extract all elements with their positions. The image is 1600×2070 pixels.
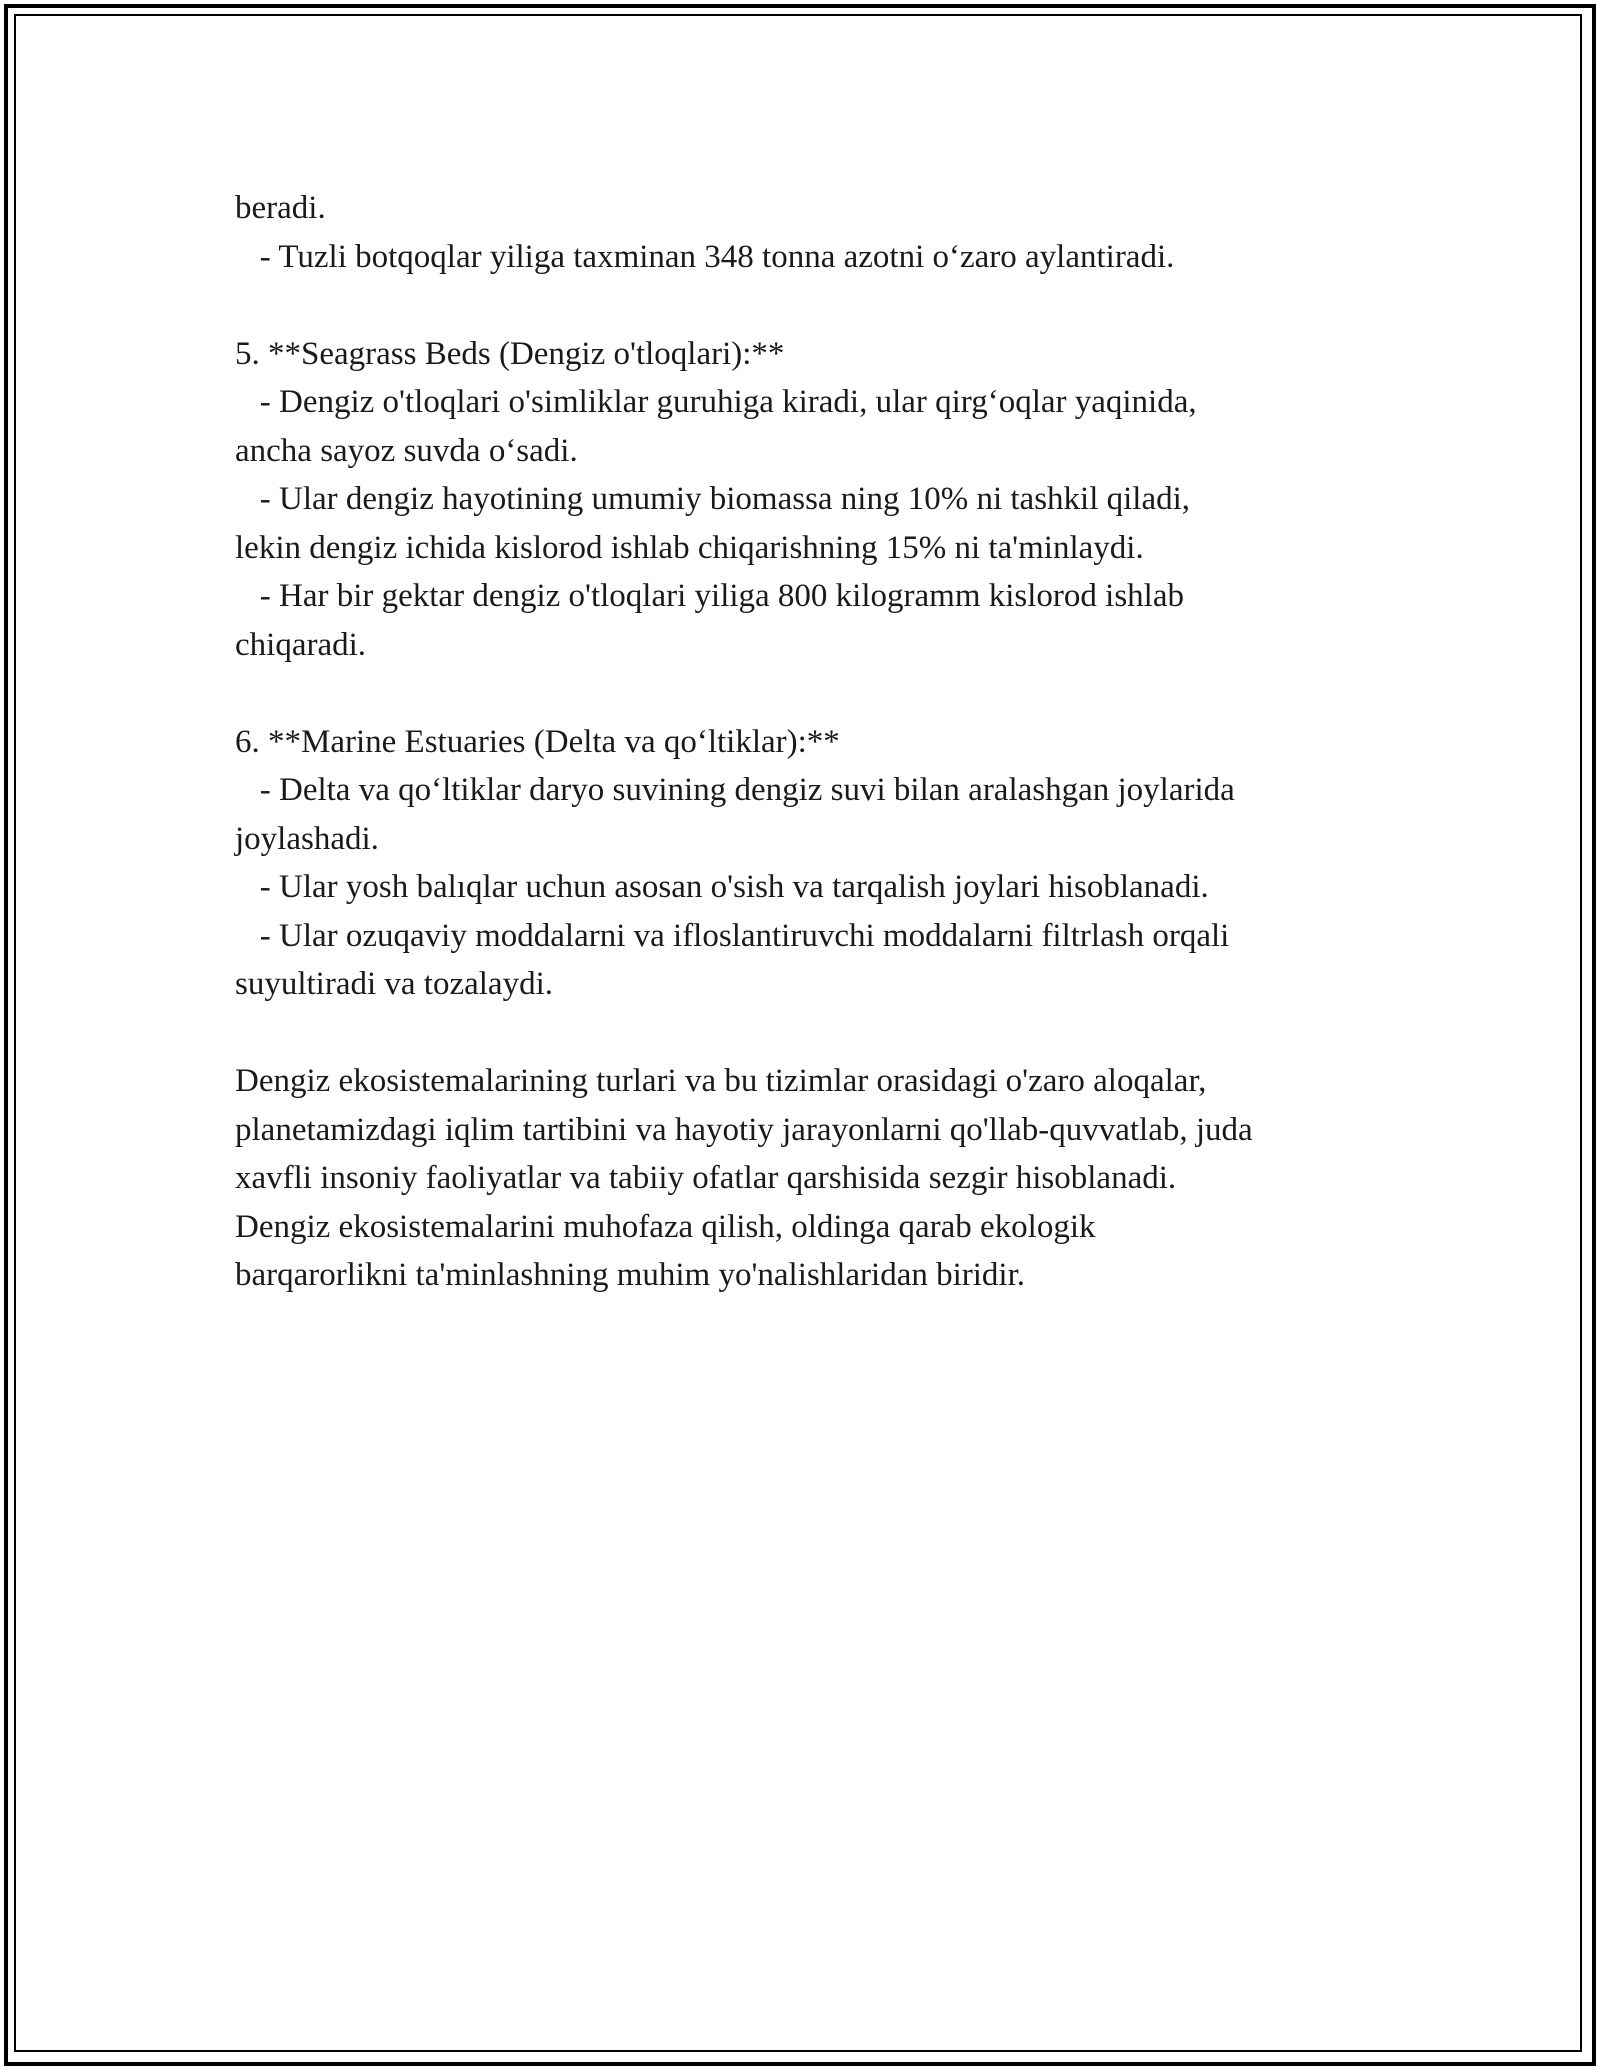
text-line: - Delta va qo‘ltiklar daryo suvining dengiz suvi bilan aralashgan joylarida [235, 772, 1235, 808]
text-line: ancha sayoz suvda o‘sadi. [235, 432, 578, 469]
text-line: Dengiz ekosistemalarining turlari va bu tizimlar orasidagi o'zaro aloqalar, [235, 1063, 1207, 1099]
section-heading: 6. **Marine Estuaries (Delta va qo‘ltiklar):** [235, 723, 840, 760]
text-line: - Ular ozuqaviy moddalarni va ifloslantiruvchi moddalarni filtrlash orqali [235, 917, 1230, 954]
blank-line [235, 1009, 1405, 1058]
text-line: Dengiz ekosistemalarini muhofaza qilish, oldinga qarab ekologik [235, 1208, 1096, 1245]
text-line: suyultiradi va tozalaydi. [235, 966, 553, 1002]
text-line: chiqaradi. [235, 626, 367, 663]
text-line: - Ular dengiz hayotining umumiy biomassa ning 10% ni tashkil qiladi, [235, 481, 1191, 517]
text-line: - Dengiz o'tloqlari o'simliklar guruhiga kiradi, ular qirg‘oqlar yaqinida, [235, 384, 1197, 420]
text-line: - Tuzli botqoqlar yiliga taxminan 348 tonna azotni o‘zaro aylantiradi. [235, 238, 1175, 275]
blank-line [235, 669, 1405, 718]
document-body [235, 184, 1405, 1300]
section-heading: 5. **Seagrass Beds (Dengiz o'tloqlari):** [235, 335, 785, 372]
text-line: - Ular yosh balıqlar uchun asosan o'sish va tarqalish joylari hisoblanadi. [235, 869, 1209, 905]
text-line: planetamizdagi iqlim tartibini va hayotiy jarayonlarni qo'llab-quvvatlab, juda [235, 1111, 1253, 1148]
text-line: - Har bir gektar dengiz o'tloqlari yiliga 800 kilogramm kislorod ishlab [235, 578, 1184, 614]
text-line: beradi. [235, 190, 326, 226]
text-line: lekin dengiz ichida kislorod ishlab chiqarishning 15% ni ta'minlaydi. [235, 529, 1144, 566]
text-line: barqarorlikni ta'minlashning muhim yo'nalishlaridan biridir. [235, 1257, 1026, 1293]
text-line: joylashadi. [235, 820, 379, 857]
blank-line [235, 281, 1405, 330]
text-line: xavfli insoniy faoliyatlar va tabiiy ofatlar qarshisida sezgir hisoblanadi. [235, 1160, 1177, 1196]
